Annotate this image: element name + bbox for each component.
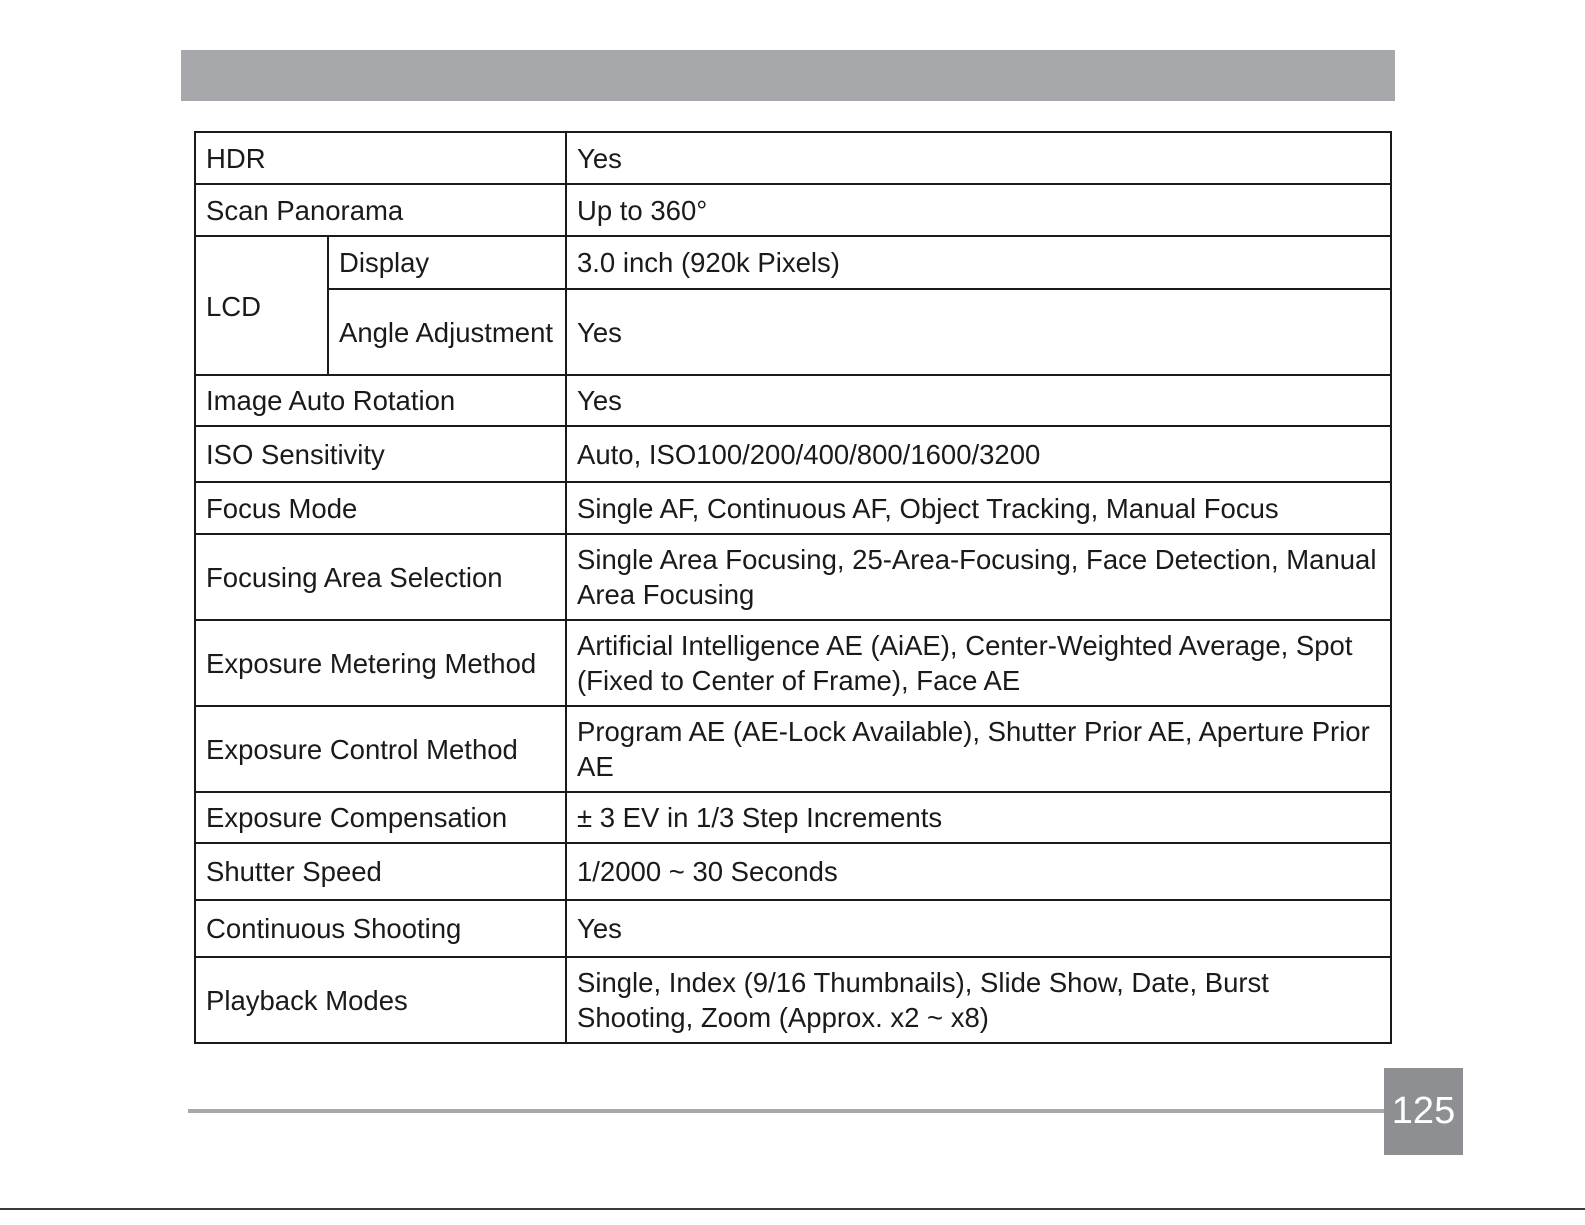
spec-value: Program AE (AE-Lock Available), Shutter Prior AE, Aperture Prior AE (566, 706, 1391, 792)
spec-label: Image Auto Rotation (195, 375, 566, 426)
spec-value: Artificial Intelligence AE (AiAE), Center-Weighted Average, Spot (Fixed to Center of Frame), Face AE (566, 620, 1391, 706)
table-row (195, 426, 1391, 482)
table-row (195, 620, 1391, 706)
spec-label: ISO Sensitivity (195, 426, 566, 482)
table-row (195, 289, 1391, 375)
footer-divider (188, 1109, 1384, 1113)
spec-label: Continuous Shooting (195, 900, 566, 957)
spec-value: ± 3 EV in 1/3 Step Increments (566, 792, 1391, 843)
spec-value: Yes (566, 900, 1391, 957)
spec-group-label: LCD (195, 236, 328, 375)
spec-value: Single AF, Continuous AF, Object Tracking, Manual Focus (566, 482, 1391, 534)
table-row (195, 132, 1391, 184)
page-number: 125 (1384, 1068, 1463, 1155)
header-bar (181, 50, 1395, 101)
spec-value: Yes (566, 289, 1391, 375)
table-row (195, 184, 1391, 236)
spec-label: Focusing Area Selection (195, 534, 566, 620)
table-row (195, 534, 1391, 620)
spec-label: Exposure Compensation (195, 792, 566, 843)
spec-sublabel: Angle Adjustment (328, 289, 566, 375)
spec-label: Scan Panorama (195, 184, 566, 236)
table-row (195, 900, 1391, 957)
table-row (195, 957, 1391, 1043)
spec-value: Single Area Focusing, 25-Area-Focusing, Face Detection, Manual Area Focusing (566, 534, 1391, 620)
spec-label: Shutter Speed (195, 843, 566, 900)
table-row (195, 843, 1391, 900)
table-row (195, 375, 1391, 426)
specifications-table (194, 131, 1392, 1044)
spec-label: Focus Mode (195, 482, 566, 534)
spec-value: Yes (566, 375, 1391, 426)
table-row (195, 792, 1391, 843)
spec-value: 1/2000 ~ 30 Seconds (566, 843, 1391, 900)
spec-label: HDR (195, 132, 566, 184)
spec-label: Exposure Control Method (195, 706, 566, 792)
spec-value: 3.0 inch (920k Pixels) (566, 236, 1391, 289)
spec-label: Exposure Metering Method (195, 620, 566, 706)
bottom-rule (0, 1208, 1585, 1210)
spec-sublabel: Display (328, 236, 566, 289)
spec-label: Playback Modes (195, 957, 566, 1043)
table-row (195, 236, 1391, 289)
table-row (195, 706, 1391, 792)
spec-value: Up to 360° (566, 184, 1391, 236)
spec-value: Yes (566, 132, 1391, 184)
spec-value: Single, Index (9/16 Thumbnails), Slide Show, Date, Burst Shooting, Zoom (Approx. x2 ~ x8) (566, 957, 1391, 1043)
table-row (195, 482, 1391, 534)
spec-value: Auto, ISO100/200/400/800/1600/3200 (566, 426, 1391, 482)
